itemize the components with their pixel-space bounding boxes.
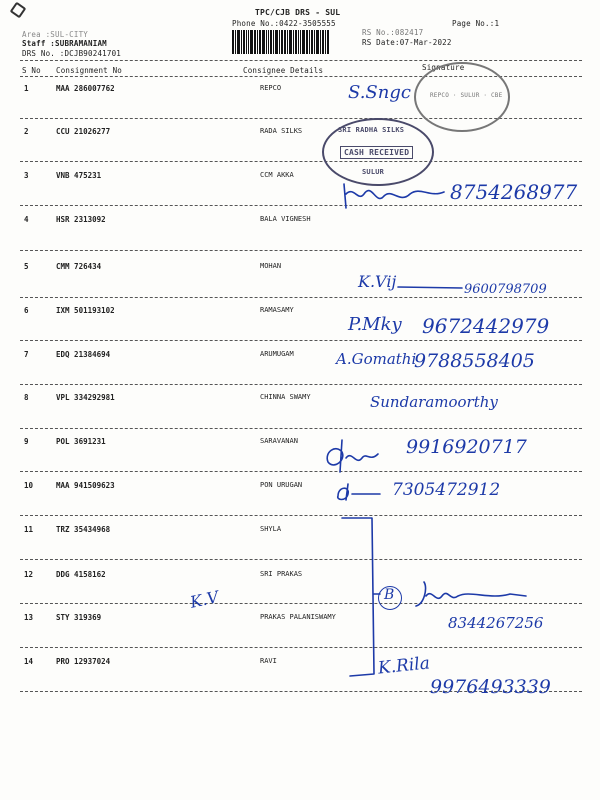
signature-7: A.Gomathi [336,350,417,368]
kv-initials: K.V [188,587,221,612]
row-sno: 9 [24,437,29,446]
phone-number-8: 9976493339 [430,676,551,698]
area-label: Area :SUL-CITY [22,30,89,39]
row-consignment: PRO 12937024 [56,657,111,666]
signature-8: Sundaramoorthy [370,393,498,411]
signature-1: S.Sngc [348,82,411,103]
radha-silks-stamp: SRI RADHA SILKS CASH RECEIVED SULUR [322,118,434,186]
document-title: TPC/CJB DRS - SUL [255,8,341,17]
row-consignment: TRZ 35434968 [56,525,111,534]
phone-number: Phone No.:0422-3505555 [232,19,336,28]
rs-number: RS No.:082417 [362,28,424,37]
row-sno: 6 [24,306,29,315]
row-consignment: CMM 726434 [56,262,102,271]
row-divider [20,471,582,472]
row-sno: 11 [24,525,34,534]
page-number: Page No.:1 [452,19,500,28]
row-sno: 14 [24,657,34,666]
signature-5: K.Vij [358,272,397,291]
barcode [232,30,352,54]
row-sno: 13 [24,613,34,622]
column-header-consignment: Consignment No [56,66,123,75]
row-consignee: SHYLA [260,525,282,533]
column-header-consignee: Consignee Details [243,66,324,75]
row-consignment: POL 3691231 [56,437,106,446]
circled-mark: B [378,586,402,610]
row-divider [20,384,582,385]
row-consignee: MOHAN [260,262,282,270]
row-divider [20,559,582,560]
row-consignee: CCM AKKA [260,171,294,179]
row-sno: 12 [24,570,34,579]
row-sno: 5 [24,262,29,271]
row-consignee: RAVI [260,657,277,665]
phone-number-1: 8754268977 [450,180,578,204]
column-header-signature: Signature [422,63,465,72]
strike-line [396,282,466,292]
header-divider-top [20,60,582,61]
row-consignee: CHINNA SWAMY [260,393,311,401]
row-consignment: MAA 941509623 [56,481,115,490]
row-sno: 3 [24,171,29,180]
row-consignment: STY 319369 [56,613,102,622]
phone-number-3: 9672442979 [422,314,550,338]
row-sno: 10 [24,481,34,490]
row-consignee: SARAVANAN [260,437,298,445]
row-sno: 7 [24,350,29,359]
signature-6: P.Mky [348,314,402,335]
row-consignment: CCU 21026277 [56,127,111,136]
repco-stamp: REPCO · SULUR · CBE [414,62,510,132]
row-divider [20,250,582,251]
rs-date: RS Date:07-Mar-2022 [362,38,452,47]
row-sno: 2 [24,127,29,136]
signature-12-scribble [410,578,530,612]
signature-9-scribble [322,432,382,476]
row-consignee: RAMASAMY [260,306,294,314]
phone-number-7: 8344267256 [448,614,544,632]
row-consignee: PON URUGAN [260,481,303,489]
row-consignment: HSR 2313092 [56,215,106,224]
phone-number-4: 9788558405 [414,350,535,372]
signature-14: K.Rila [377,653,431,679]
row-consignee: SRI PRAKAS [260,570,303,578]
row-divider [20,340,582,341]
bracket-mark [340,514,380,684]
signature-3-scribble [340,176,450,216]
row-divider [20,428,582,429]
phone-number-2: 9600798709 [464,282,547,297]
row-consignee: PRAKAS PALANISWAMY [260,613,336,621]
row-consignment: EDQ 21384694 [56,350,111,359]
row-consignment: VPL 334292981 [56,393,115,402]
row-consignee: ARUMUGAM [260,350,294,358]
row-divider [20,647,582,648]
drs-number: DRS No. :DCJB90241701 [22,49,122,58]
row-sno: 8 [24,393,29,402]
row-consignee: RADA SILKS [260,127,303,135]
row-divider [20,161,582,162]
phone-number-5: 9916920717 [406,436,527,458]
row-consignment: DDG 4158162 [56,570,106,579]
row-consignment: MAA 286007762 [56,84,115,93]
staff-label: Staff :SUBRAMANIAM [22,39,107,48]
signature-10-scribble [334,480,384,504]
row-divider [20,205,582,206]
corner-mark-icon [10,2,27,19]
row-sno: 1 [24,84,29,93]
row-consignee: REPCO [260,84,282,92]
row-consignment: VNB 475231 [56,171,102,180]
row-divider [20,297,582,298]
phone-number-6: 7305472912 [392,480,501,500]
row-sno: 4 [24,215,29,224]
row-consignee: BALA VIGNESH [260,215,311,223]
row-divider [20,515,582,516]
column-header-sno: S No [22,66,41,75]
row-consignment: IXM 501193102 [56,306,115,315]
